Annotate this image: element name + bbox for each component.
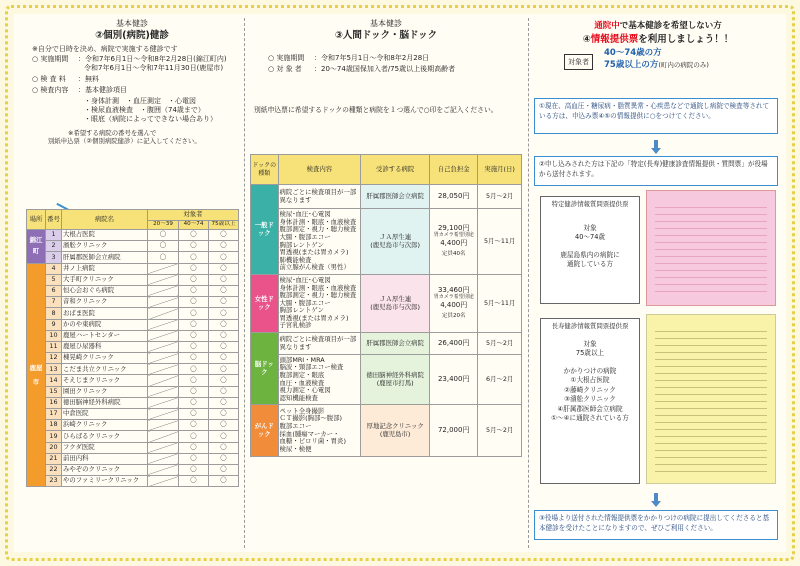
table-row: 23 やのファミリークリニック 〇 〇 bbox=[27, 476, 239, 487]
table-row: 11 鹿屋ひ尿器科 〇 〇 bbox=[27, 341, 239, 352]
step-1: ①現在、高血圧・糖尿病・脂質異常・心疾患などで通院し病院で検査等されている方は、申込み票④⑤の情報提供に○をつけてください。 bbox=[534, 98, 778, 134]
divider bbox=[528, 18, 529, 548]
table-row: 5 大手町クリニック 〇 〇 bbox=[27, 274, 239, 285]
note: ※自分で日時を決め、病院で実施する健診です bbox=[32, 45, 178, 53]
step-3: ③役場より送付された情報提供票をかかりつけの病院に提出してくださると基本健診を受けたことになりますので、ぜひご利用ください。 bbox=[534, 510, 778, 540]
section-title: ③人間ドック・脳ドック bbox=[334, 30, 438, 41]
form1-caption: 特定健診情報質問票提供票 対象 40～74歳 鹿屋島県内の病院に 通院している方 bbox=[540, 196, 640, 304]
hospital-table: 場所 番号 病院名 対象者 20～39 40～74 75歳以上 錦江町 1 大根占医院 〇 〇 〇 2 濱舩クリニック 〇 〇 〇 3 肝属郡医師会立病院 〇 〇 〇 鹿屋市 4 井ノ上病院 〇 〇 5 大手町クリニック 〇 〇 6 恒心会おぐら病院 〇 〇 7 音和クリニック 〇 〇 8 おばま医院 〇 〇 9 かのや東病院 〇 〇 10 鹿屋ハートセンター 〇 〇 11 鹿屋ひ尿器科 〇 〇 12 楝晃崎クリニック 〇 〇 13 こだま共立クリニック 〇 〇 14 そえじまクリニック 〇 〇 15 園田クリニック 〇 〇 16 徳田脳神経外科病院 〇 〇 17 中倉医院 〇 〇 18 浜崎クリニック 〇 〇 19 ひらばるクリニック 〇 〇 20 フクダ医院 〇 〇 21 前田内科 〇 〇 22 みやぞのクリニック 〇 〇 23 やのファミリークリニック 〇 〇 bbox=[26, 209, 239, 487]
table-row: 14 そえじまクリニック 〇 〇 bbox=[27, 375, 239, 386]
table-row: 22 みやぞのクリニック 〇 〇 bbox=[27, 464, 239, 475]
bullet-icon: ○ bbox=[268, 54, 277, 62]
form2-image bbox=[646, 314, 776, 484]
target-label: 対象者 bbox=[564, 54, 593, 70]
bullet-icon: ○ bbox=[32, 55, 41, 63]
down-arrow-icon bbox=[651, 148, 661, 154]
divider bbox=[244, 18, 245, 548]
step-2: ②申し込みされた方は下記の「特定(長寿)健康診査情報提供・質問票」が役場から送付されます。 bbox=[534, 156, 778, 186]
dock-table: ドックの種類 検査内容 受診する病院 自己負担金 実施月(日) 一般ドック 病院ごとに検査項目が一部 異なります 肝属郡医師会立病院 28,050円 5月～2月 検尿･血圧･心電図 身体計測・眼底・血液検査 腹部測定・視力・聴力検査 大腸・腹部エコー 胸部レントゲン 胃透視(または胃カメラ) 肺機能検査 前立腺がん検査（男性） ＪＡ厚生連 (鹿児島市与次郎) 29,100円 胃カメラ希望別途 4,400円 定員40名 5月～11月 女性ドック 検尿･血圧･心電図 身体計測・眼底・血液検査 腹部測定・視力・聴力検査 大腸・腹部エコー 胸部レントゲン 胃透視(または胃カメラ) 子宮乳検診 ＪＡ厚生連 (鹿児島市与次郎) 33,460円 胃カメラ希望別途 4,400円 定員20名 5月～11月 脳ドック 病院ごとに検査項目が一部 異なります 肝属郡医師会立病院 26,400円 5月～2月 頭部MRI・MRA 脳波・頸部エコー検査 腹部測定・眼底 血圧・血液検査 視力測定・心電図 認知機能検査 徳田脳神経外科病院 (鹿屋市打馬) 23,400円 6月～2月 がんドック ペット全身撮影 ＣＴ撮影(胸部～腹部) 腹部エコー 採血(腫瘍マーカー・ 血糖・ピロリ菌・胃炎) 検尿・検便 厚地記念クリニック (鹿児島市) 72,000円 5月～2月 bbox=[250, 154, 522, 457]
table-row: 17 中倉医院 〇 〇 bbox=[27, 409, 239, 420]
table-row: 6 恒心会おぐら病院 〇 〇 bbox=[27, 285, 239, 296]
table-row: 3 肝属郡医師会立病院 〇 〇 〇 bbox=[27, 252, 239, 263]
table-row: 7 音和クリニック 〇 〇 bbox=[27, 297, 239, 308]
table-row: 鹿屋市 4 井ノ上病院 〇 〇 bbox=[27, 263, 239, 274]
individual-checkup-section: 基本健診 ②個別(病院)健診 ※自分で日時を決め、病院で実施する健診です ○ 実施期間 ：令和7年6月1日～令和8年2月28日(錦江町内) 令和7年6月1日～令和7年11月30日(鹿屋市) ○ 検 査 料 ：無料 ○ 検査内容 ：基本健診項目 ・身体計測 ・血圧測定 ・心電図 ・検尿血液検査 ・腹囲（74歳まで） ・眼底（病院によってできない場合あり） ※希望する病院の番号を選んで 別紙申込票（②個別病院健診）に記入してください。 場所 番号 病院名 対象者 20～39 40～74 75歳以上 錦江町 1 大根占医院 〇 〇 〇 2 濱舩クリニック 〇 〇 〇 3 肝属郡医師会立病院 〇 〇 〇 鹿屋市 4 井ノ上病院 〇 〇 5 大手町クリニック 〇 〇 6 恒心会おぐら病院 〇 〇 7 音和クリニック 〇 〇 8 おばま医院 〇 〇 9 かのや東病院 〇 〇 10 鹿屋ハートセンター 〇 〇 11 鹿屋ひ尿器科 〇 〇 12 楝晃崎クリニック 〇 〇 13 こだま共立クリニック 〇 〇 14 そえじまクリニック 〇 〇 15 園田クリニック 〇 〇 16 徳田脳神経外科病院 〇 〇 17 中倉医院 〇 〇 18 浜崎クリニック 〇 〇 19 ひらばるクリニック 〇 〇 20 フクダ医院 〇 〇 21 前田内科 〇 〇 22 みやぞのクリニック 〇 〇 23 やのファミリークリニック 〇 〇 bbox=[26, 18, 238, 145]
table-row: 20 フクダ医院 〇 〇 bbox=[27, 442, 239, 453]
table-row: 2 濱舩クリニック 〇 〇 〇 bbox=[27, 241, 239, 252]
bullet-icon: ○ bbox=[32, 75, 41, 83]
instruction: 別紙申込票に希望するドックの種類と病院を１つ選んで○印をご記入ください。 bbox=[254, 106, 498, 114]
form1-image bbox=[646, 190, 776, 306]
table-row: 8 おばま医院 〇 〇 bbox=[27, 308, 239, 319]
table-row: 12 楝晃崎クリニック 〇 〇 bbox=[27, 353, 239, 364]
down-arrow-icon bbox=[651, 501, 661, 507]
table-row: 13 こだま共立クリニック 〇 〇 bbox=[27, 364, 239, 375]
table-row: 15 園田クリニック 〇 〇 bbox=[27, 386, 239, 397]
table-row: 18 浜崎クリニック 〇 〇 bbox=[27, 420, 239, 431]
category-label: 基本健診 bbox=[370, 19, 402, 28]
info-provision-section: 通院中で基本健診を希望しない方 ④情報提供票を利用しましょう！！ 対象者 40～74歳の方 75歳以上の方(町内の病院のみ) ①現在、高血圧・糖尿病・脂質異常・心疾患などで通院し病院で検査等されている方は、申込み票④⑤の情報提供に○をつけてください。 ②申し込みされた方は下記の「特定(長寿)健康診査情報提供・質問票」が役場から送付されます。 特定健診情報質問票提供票 対象 40～74歳 鹿屋島県内の病院に 通院している方 長寿健診情報質問票提供票 対象 75歳以上 かかりつけの病院 ①大根占医院 ②藤崎クリニック ③濱舩クリニック ④肝属郡医師会立病院 ①～④に通院されている方 ③役場より送付された情報提供票をかかりつけの病院に提出してくださると基本健診を受けたことになりますので、ぜひご利用ください。 bbox=[534, 18, 782, 78]
table-row: 16 徳田脳神経外科病院 〇 〇 bbox=[27, 397, 239, 408]
category-label: 基本健診 bbox=[116, 19, 148, 28]
table-row: 9 かのや東病院 〇 〇 bbox=[27, 319, 239, 330]
table-row: 錦江町 1 大根占医院 〇 〇 〇 bbox=[27, 230, 239, 241]
bullet-icon: ○ bbox=[32, 86, 41, 94]
section-title: ②個別(病院)健診 bbox=[95, 30, 169, 41]
table-row: 19 ひらばるクリニック 〇 〇 bbox=[27, 431, 239, 442]
dock-section: 基本健診 ③人間ドック・脳ドック ○ 実施期間 ：令和7年5月1日～令和8年2月28日 ○ 対 象 者 ：20～74歳国保加入者/75歳以上後期高齢者 別紙申込票に希望するドックの種類と病院を１つ選んで○印をご記入ください。 ドックの種類 検査内容 受診する病院 自己負担金 実施月(日) 一般ドック 病院ごとに検査項目が一部 異なります 肝属郡医師会立病院 28,050円 5月～2月 検尿･血圧･心電図 身体計測・眼底・血液検査 腹部測定・視力・聴力検査 大腸・腹部エコー 胸部レントゲン 胃透視(または胃カメラ) 肺機能検査 前立腺がん検査（男性） ＪＡ厚生連 (鹿児島市与次郎) 29,100円 胃カメラ希望別途 4,400円 定員40名 5月～11月 女性ドック 検尿･血圧･心電図 身体計測・眼底・血液検査 腹部測定・視力・聴力検査 大腸・腹部エコー 胸部レントゲン 胃透視(または胃カメラ) 子宮乳検診 ＪＡ厚生連 (鹿児島市与次郎) 33,460円 胃カメラ希望別途 4,400円 定員20名 5月～11月 脳ドック 病院ごとに検査項目が一部 異なります 肝属郡医師会立病院 26,400円 5月～2月 頭部MRI・MRA 脳波・頸部エコー検査 腹部測定・眼底 血圧・血液検査 視力測定・心電図 認知機能検査 徳田脳神経外科病院 (鹿屋市打馬) 23,400円 6月～2月 がんドック ペット全身撮影 ＣＴ撮影(胸部～腹部) 腹部エコー 採血(腫瘍マーカー・ 血糖・ピロリ菌・胃炎) 検尿・検便 厚地記念クリニック (鹿児島市) 72,000円 5月～2月 bbox=[250, 18, 522, 115]
bullet-icon: ○ bbox=[268, 65, 277, 73]
table-row: 10 鹿屋ハートセンター 〇 〇 bbox=[27, 330, 239, 341]
table-row: 21 前田内科 〇 〇 bbox=[27, 453, 239, 464]
form2-caption: 長寿健診情報質問票提供票 対象 75歳以上 かかりつけの病院 ①大根占医院 ②藤崎クリニック ③濱舩クリニック ④肝属郡医師会立病院 ①～④に通院されている方 bbox=[540, 318, 640, 484]
